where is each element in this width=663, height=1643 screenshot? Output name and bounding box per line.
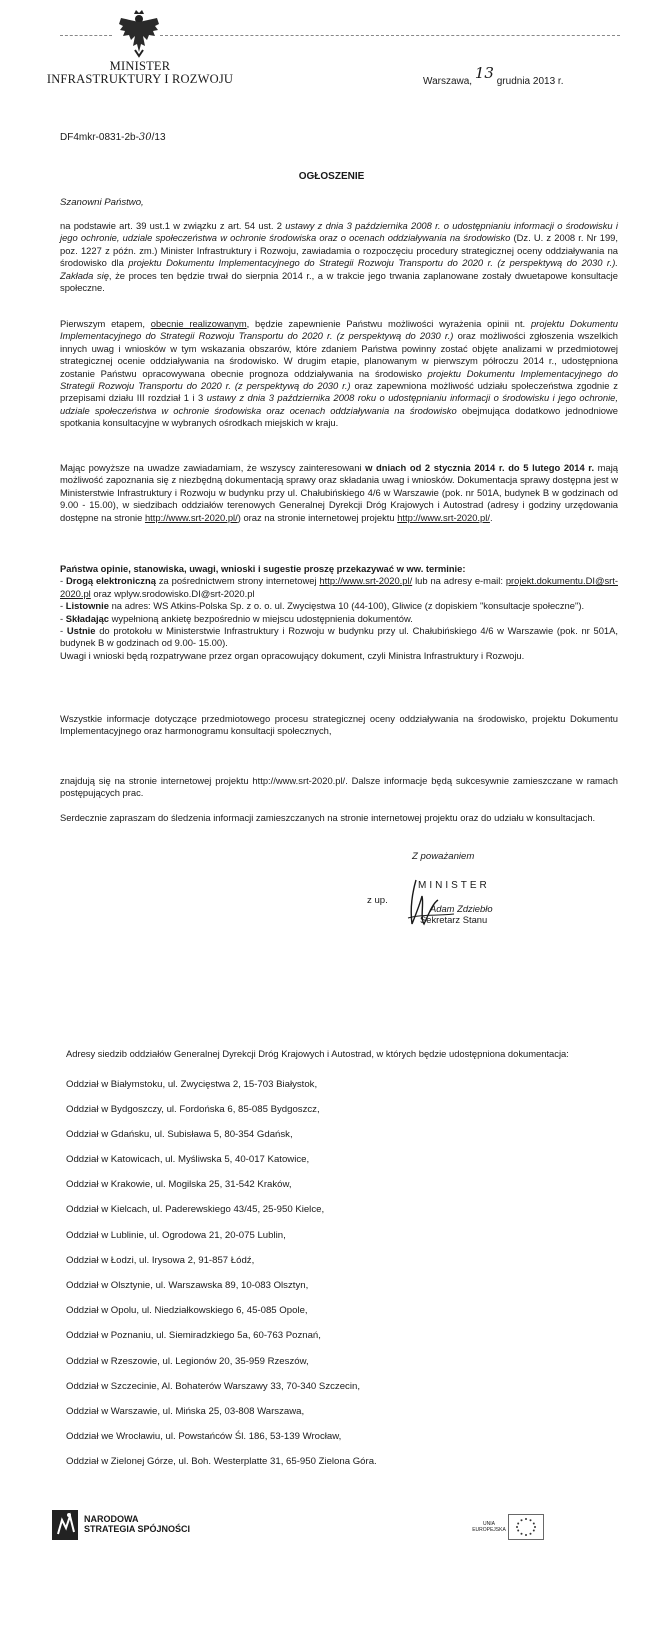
signature-zup: z up. [367,895,388,906]
eu-flag-icon [508,1514,544,1540]
list-item: Oddział w Gdańsku, ul. Subisława 5, 80-354 Gdańsk, [66,1129,293,1140]
method-electronic: - Drogą elektroniczną za pośrednictwem strony internetowej http://www.srt-2020.pl/ lub na adresy e-mail: projekt.dokumentu.DI@srt-2020.pl oraz wplyw.srodowisko.DI@srt-2020.pl [60,575,619,599]
ministry-line1: MINISTER [109,59,171,73]
paragraph-6: znajdują się na stronie internetowej projektu http://www.srt-2020.pl/. Dalsze informacje będą sukcesywnie zamieszczane w ramach postępujących prac. [60,775,618,799]
eu-text: UNIA EUROPEJSKA [472,1521,506,1533]
city: Warszawa, [423,76,473,87]
signature-title: MINISTER [418,880,490,891]
ministry-line2: INFRASTRUKTURY I ROZWOJU [46,72,234,86]
date-rest: grudnia 2013 r. [496,76,564,87]
list-item: Oddział w Opolu, ul. Niedziałkowskiego 6, 45-085 Opole, [66,1305,308,1316]
srt-link-3[interactable]: http://www.srt-2020.pl/ [319,575,413,587]
srt-link-2[interactable]: http://www.srt-2020.pl/ [397,511,490,523]
list-item: Oddział w Poznaniu, ul. Siemiradzkiego 5a, 60-763 Poznań, [66,1330,321,1341]
list-item: Oddział w Białymstoku, ul. Zwycięstwa 2, 15-703 Białystok, [66,1079,318,1090]
nss-text: NARODOWA STRATEGIA SPÓJNOŚCI [84,1514,191,1534]
list-item: Oddział w Lublinie, ul. Ogrodowa 21, 20-075 Lublin, [66,1230,286,1241]
paragraph-2: Pierwszym etapem, obecnie realizowanym, będzie zapewnienie Państwu możliwości wyrażenia opinii nt. projektu Dokumentu Implementacyjnego do Strategii Rozwoju Transportu do 2020 r. (z perspektywą do 2030 r.) oraz możliwości zgłoszenia wszelkich innych uwag i wniosków w tym wskazania obszarów, które zdaniem Państwa powinny zostać objęte analizami w przedmiotowej strategicznej ocenie oddziaływania na środowisko. W drugim etapie, planowanym w pierwszym półroczu 2014 r., udostępniona zostanie Państwu opracowywana obecnie prognoza oddziaływania na środowisko projektu Dokumentu Implementacyjnego do Strategii Rozwoju Transportu do 2020 r. (z perspektywą do 2030 r.) oraz zapewniona możliwość udziału społeczeństwa zgodnie z przepisami działu III rozdział 1 i 3 ustawy z dnia 3 października 2008 roku o udostępnianiu informacji o środowisku i jego ochronie, udziale społeczeństwa w ochronie środowiska oraz ocenach oddziaływania na środowisko obejmująca dodatkowo jednodniowe spotkania konsultacyjne w wybranych ośrodkach miejskich w kraju. [60,318,618,429]
closing: Z poważaniem [412,851,475,862]
paragraph-3: Mając powyższe na uwadze zawiadamiam, że wszyscy zainteresowani w dniach od 2 stycznia 2014 r. do 5 lutego 2014 r. mają możliwość zapoznania się z niezbędną dokumentacją sprawy oraz składania uwag i wniosków. Dokumentacja sprawy dostępna jest w Ministerstwie Infrastruktury i Rozwoju w budynku przy ul. Chałubińskiego 4/6 w Warszawie (pok. nr 501A, budynek B w godzinach od 9.00 - 15.00), w siedzibach oddziałów terenowych Generalnej Dyrekcji Dróg Krajowych i Autostrad (adresy i godziny urzędowania dostępne na stronie http://www.srt-2020.pl/) oraz na stronie internetowej projektu http://www.srt-2020.pl/. [60,462,618,523]
header-line-right [160,35,620,36]
method-postal: - Listownie na adres: WS Atkins-Polska Sp. z o. o. ul. Zwycięstwa 10 (44-100), Gliwice (z dopiskiem "konsultacje społeczne"). [60,600,585,612]
method-survey: - Składając wypełnioną ankietę bezpośrednio w miejscu udostępnienia dokumentów. [60,612,413,624]
list-item: Oddział w Krakowie, ul. Mogilska 25, 31-542 Kraków, [66,1179,292,1190]
submission-methods [60,563,618,662]
submission-heading: Państwa opinie, stanowiska, uwagi, wnioski i sugestie proszę przekazywać w ww. terminie: [60,563,466,574]
ministry-name [20,60,260,86]
list-item: Oddział w Bydgoszczy, ul. Fordońska 6, 85-085 Bydgoszcz, [66,1104,320,1115]
list-item: Oddział w Łodzi, ul. Irysowa 2, 91-857 Łódź, [66,1255,255,1266]
signatory-name: Adam Zdziebło [430,903,493,914]
document-title: OGŁOSZENIE [298,171,365,182]
list-item: Oddział w Rzeszowie, ul. Legionów 20, 35-959 Rzeszów, [66,1356,309,1367]
nss-logo-icon [52,1510,78,1540]
date-day: 13 [474,64,494,82]
list-item: Oddział we Wrocławiu, ul. Powstańców Śl. 186, 53-139 Wrocław, [66,1431,342,1442]
salutation: Szanowni Państwo, [60,197,144,208]
list-item: Oddział w Zielonej Górze, ul. Boh. Westerplatte 31, 65-950 Zielona Góra. [66,1456,377,1467]
paragraph-1: na podstawie art. 39 ust.1 w związku z art. 54 ust. 2 ustawy z dnia 3 października 2008 r. o udostępnianiu informacji o środowisku i jego ochronie, udziale społeczeństwa w ochronie środowiska oraz o ocenach oddziaływania na środowisko (Dz. U. z 2008 r. Nr 199, poz. 1227 z późn. zm.) Minister Infrastruktury i Rozwoju, zawiadamia o rozpoczęciu procedury strategicznej oceny oddziaływania na środowisko dla projektu Dokumentu Implementacyjnego do Strategii Rozwoju Transportu do 2020 r. (z perspektywą do 2030 r.). Zakłada się, że proces ten będzie trwał do sierpnia 2014 r., a w trakcie jego trwania zaplanowane zostały dwuetapowe konsultacje społeczne. [60,220,619,294]
email-link-1[interactable]: projekt.dokumentu.DI@srt-2020.pl [60,575,619,599]
list-item: Oddział w Kielcach, ul. Paderewskiego 43/45, 25-950 Kielce, [66,1204,325,1215]
signatory-role: Sekretarz Stanu [420,914,488,925]
list-item: Oddział w Katowicach, ul. Myśliwska 5, 40-017 Katowice, [66,1154,310,1165]
reference-number: DF4mkr-0831-2b-30/13 [60,132,166,143]
offices-intro: Adresy siedzib oddziałów Generalnej Dyrekcji Dróg Krajowych i Autostrad, w których będzie udostępniona dokumentacja: [66,1048,569,1059]
paragraph-7: Serdecznie zapraszam do śledzenia informacji zamieszczanych na stronie internetowej projektu oraz do udziału w konsultacjach. [60,812,596,823]
eagle-emblem-icon [117,8,161,58]
method-oral: - Ustnie do protokołu w Ministerstwie Infrastruktury i Rozwoju w budynku przy ul. Chałubińskiego 4/6 w Warszawie (pok. nr 501A, budynek B w godzinach od 9.00- 15.00). [60,625,618,649]
srt-link-1[interactable]: http://www.srt-2020.pl/ [144,511,238,523]
list-item: Oddział w Olsztynie, ul. Warszawska 89, 10-083 Olsztyn, [66,1280,309,1291]
header-line-left [60,35,112,36]
list-item: Oddział w Szczecinie, Al. Bohaterów Warszawy 33, 70-340 Szczecin, [66,1381,360,1392]
review-note: Uwagi i wnioski będą rozpatrywane przez organ opracowujący dokument, czyli Ministra Infrastruktury i Rozwoju. [60,649,525,661]
list-item: Oddział w Warszawie, ul. Mińska 25, 03-808 Warszawa, [66,1406,305,1417]
city-date [423,64,564,88]
paragraph-5: Wszystkie informacje dotyczące przedmiotowego procesu strategicznej oceny oddziaływania na środowisko, projektu Dokumentu Implementacyjnego oraz harmonogramu konsultacji społecznych, [60,713,618,737]
